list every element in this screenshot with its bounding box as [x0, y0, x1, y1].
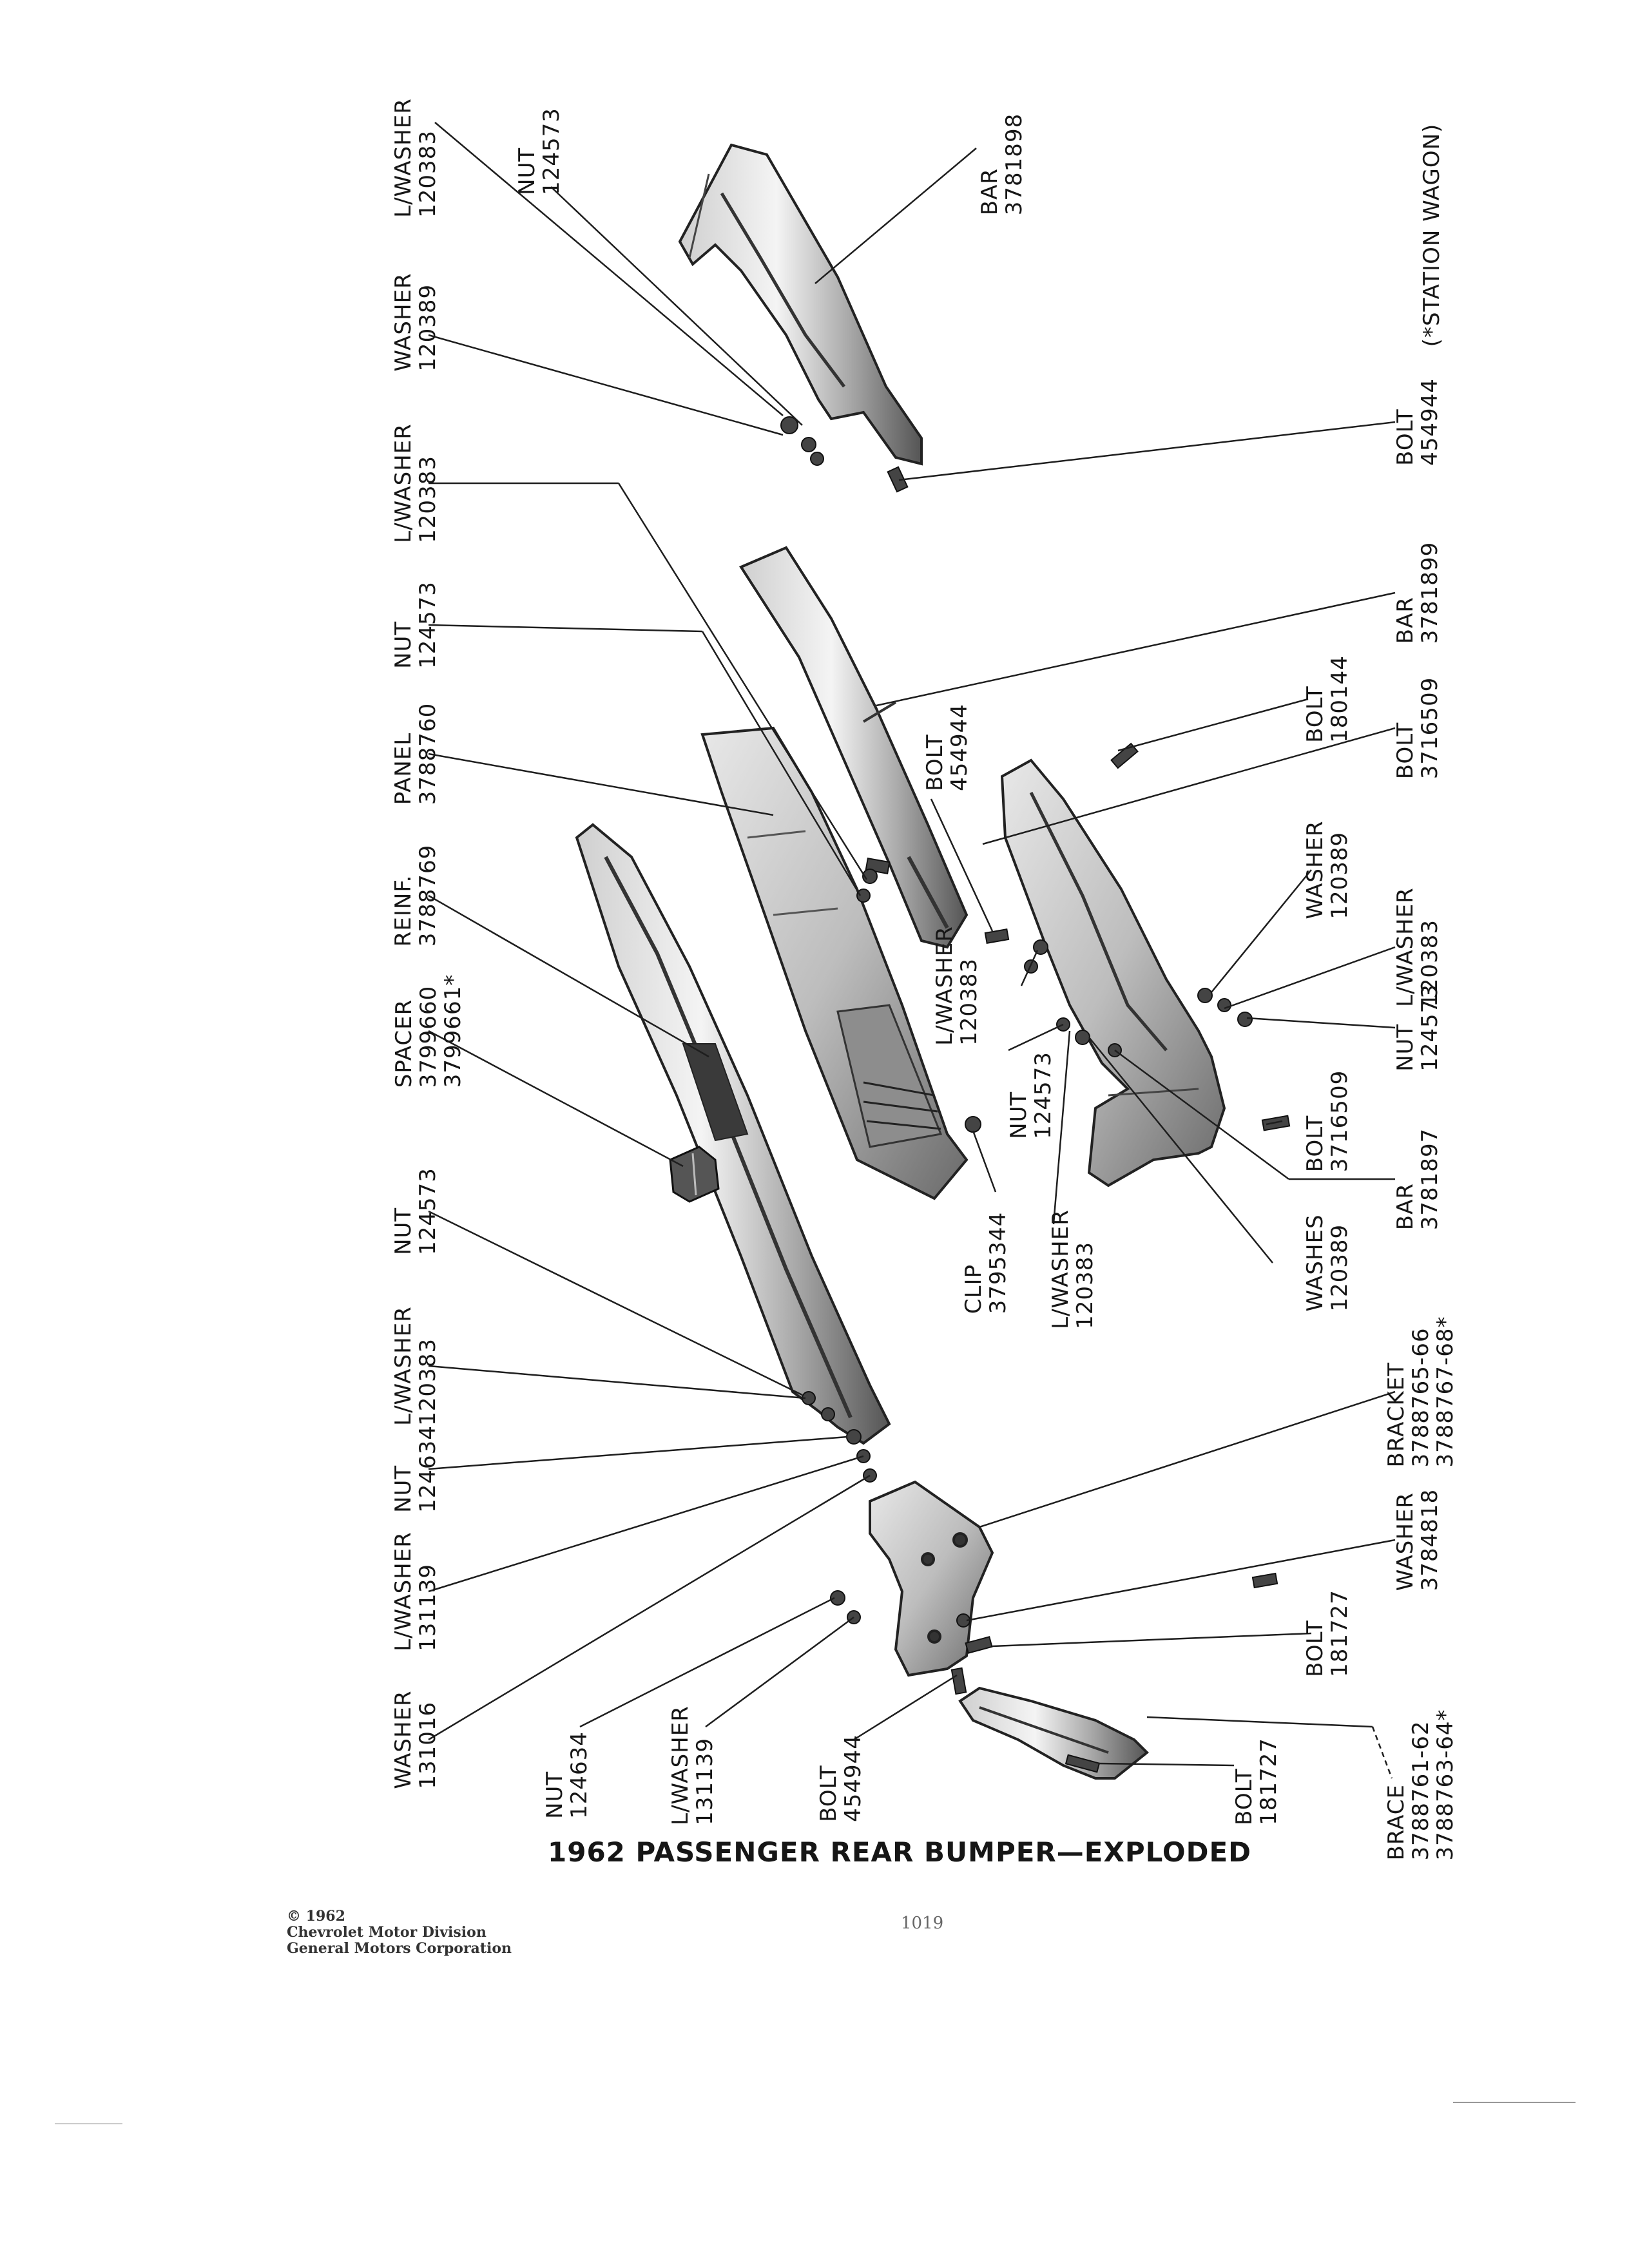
brace-part [960, 1688, 1147, 1778]
label-bar-3781897: BAR 3781897 [1393, 1128, 1443, 1231]
page-number: 1019 [901, 1914, 944, 1933]
label-washes: WASHES 120389 [1302, 1214, 1353, 1312]
label-bolt-3716509-b: BOLT 3716509 [1302, 1070, 1353, 1173]
copyright-footer: © 1962 Chevrolet Motor Division General Motors Corporation [287, 1908, 512, 1957]
scan-speck-left [55, 2123, 122, 2124]
label-nut-top: NUT 124573 [514, 108, 564, 195]
label-note: (*STATION WAGON) [1419, 123, 1445, 347]
label-bracket: BRACKET 3788765-66 3788767-68* [1383, 1316, 1458, 1468]
label-bolt-181727-a: BOLT 181727 [1302, 1590, 1353, 1677]
label-lwasher-top: L/WASHER 120383 [390, 98, 441, 218]
label-washer-top: WASHER 120389 [390, 273, 441, 372]
label-reinf: REINF. 3788769 [390, 844, 441, 947]
label-nut-124573-l: NUT 124573 [1006, 1052, 1056, 1139]
label-bolt-181727-b: BOLT 181727 [1231, 1738, 1282, 1825]
label-nut-124634-b: NUT 124634 [542, 1731, 592, 1819]
label-lwasher-mid: L/WASHER 120383 [390, 423, 441, 543]
label-washer-3784818: WASHER 3784818 [1393, 1488, 1443, 1591]
label-brace: BRACE 3788761-62 3788763-64* [1383, 1709, 1458, 1861]
label-washer-120389-r: WASHER 120389 [1302, 820, 1353, 919]
label-lwasher-120383-l: L/WASHER 120383 [390, 1306, 441, 1426]
label-nut-124634-a: NUT 124634 [390, 1425, 441, 1513]
label-bolt-454944-b: BOLT 454944 [816, 1735, 866, 1822]
label-lwasher-131139-b: L/WASHER 131139 [668, 1706, 718, 1825]
label-bar-top: BAR 3781898 [977, 113, 1027, 216]
label-lwasher-120383-d: L/WASHER 120383 [1048, 1209, 1098, 1329]
label-bolt-3716509-a: BOLT 3716509 [1393, 677, 1443, 780]
scan-speck-right [1453, 2102, 1576, 2103]
label-nut-mid: NUT 124573 [390, 581, 441, 669]
label-bolt-180144: BOLT 180144 [1302, 655, 1353, 743]
label-bolt-top: BOLT 454944 [1393, 378, 1443, 466]
label-lwasher-120383-c: L/WASHER 120383 [932, 926, 982, 1046]
label-nut-124573-c: NUT 124573 [390, 1168, 441, 1255]
label-nut-124573-r: NUT 124573 [1393, 984, 1443, 1072]
label-clip: CLIP 3795344 [961, 1211, 1011, 1314]
label-lwasher-131139-a: L/WASHER 131139 [390, 1532, 441, 1651]
label-washer-131016: WASHER 131016 [390, 1690, 441, 1789]
label-bar-mid: BAR 3781899 [1393, 541, 1443, 644]
label-bolt-454944-mid: BOLT 454944 [922, 704, 972, 791]
label-panel: PANEL 3788760 [390, 702, 441, 805]
label-lwasher-120383-r: L/WASHER 120383 [1393, 887, 1443, 1007]
label-spacer: SPACER 3799660 3799661* [391, 974, 466, 1088]
page-title: 1962 PASSENGER REAR BUMPER—EXPLODED [548, 1836, 1251, 1868]
